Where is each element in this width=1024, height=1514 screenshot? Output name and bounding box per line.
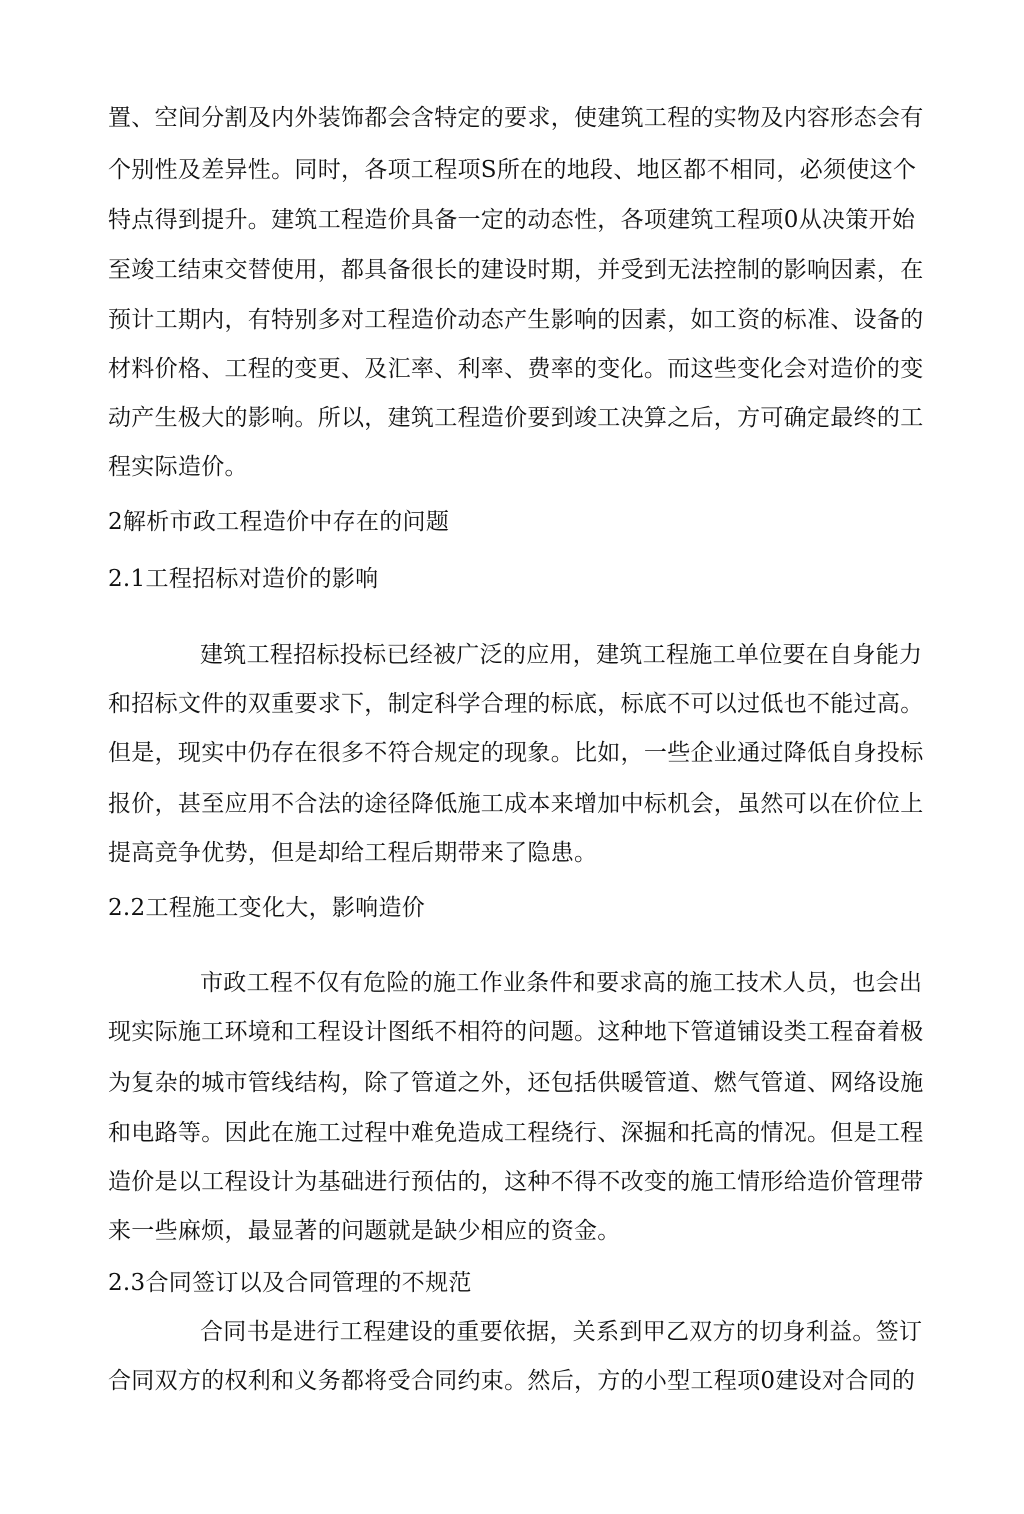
subsection-heading: 2.3合同签订以及合同管理的不规范 [108, 1270, 472, 1296]
section-heading: 2解析市政工程造价中存在的问题 [108, 509, 450, 535]
text-line: 但是，现实中仍存在很多不符合规定的现象。比如，一些企业通过降低自身投标 [108, 740, 924, 766]
text-line: 置、空间分割及内外装饰都会含特定的要求，使建筑工程的实物及内容形态会有 [108, 105, 924, 131]
text-line: 来一些麻烦，最显著的问题就是缺少相应的资金。 [108, 1218, 621, 1244]
subsection-heading: 2.1工程招标对造价的影响 [108, 566, 379, 592]
text-line: 建筑工程招标投标已经被广泛的应用，建筑工程施工单位要在自身能力 [200, 642, 923, 668]
text-line: 材料价格、工程的变更、及汇率、利率、费率的变化。而这些变化会对造价的变 [108, 356, 924, 382]
text-line: 和招标文件的双重要求下，制定科学合理的标底，标底不可以过低也不能过高。 [108, 691, 924, 717]
text-line: 至竣工结束交替使用，都具备很长的建设时期，并受到无法控制的影响因素，在 [108, 257, 924, 283]
text-line: 和电路等。因此在施工过程中难免造成工程绕行、深掘和托高的情况。但是工程 [108, 1120, 924, 1146]
text-line: 现实际施工环境和工程设计图纸不相符的问题。这种地下管道铺设类工程奋着极 [108, 1019, 924, 1045]
text-line: 为复杂的城市管线结构，除了管道之外，还包括供暖管道、燃气管道、网络设施 [108, 1070, 924, 1096]
text-line: 合同书是进行工程建设的重要依据，关系到甲乙双方的切身利益。签订 [200, 1319, 923, 1345]
text-line: 程实际造价。 [108, 454, 248, 480]
text-line: 造价是以工程设计为基础进行预估的，这种不得不改变的施工情形给造价管理带 [108, 1169, 924, 1195]
text-line: 市政工程不仅有危险的施工作业条件和要求高的施工技术人员，也会出 [200, 970, 923, 996]
text-line: 合同双方的权利和义务都将受合同约束。然后，方的小型工程项0建设对合同的 [108, 1368, 916, 1394]
text-line: 个别性及差异性。同时，各项工程项S所在的地段、地区都不相同，必须使这个 [108, 157, 917, 183]
subsection-heading: 2.2工程施工变化大，影响造价 [108, 895, 426, 921]
text-line: 提高竞争优势，但是却给工程后期带来了隐患。 [108, 840, 598, 866]
text-line: 动产生极大的影响。所以，建筑工程造价要到竣工决算之后，方可确定最终的工 [108, 405, 924, 431]
text-line: 报价，甚至应用不合法的途径降低施工成本来增加中标机会，虽然可以在价位上 [108, 791, 924, 817]
text-line: 预计工期内，有特别多对工程造价动态产生影响的因素，如工资的标准、设备的 [108, 307, 924, 333]
text-line: 特点得到提升。建筑工程造价具备一定的动态性，各项建筑工程项0从决策开始 [108, 207, 916, 233]
